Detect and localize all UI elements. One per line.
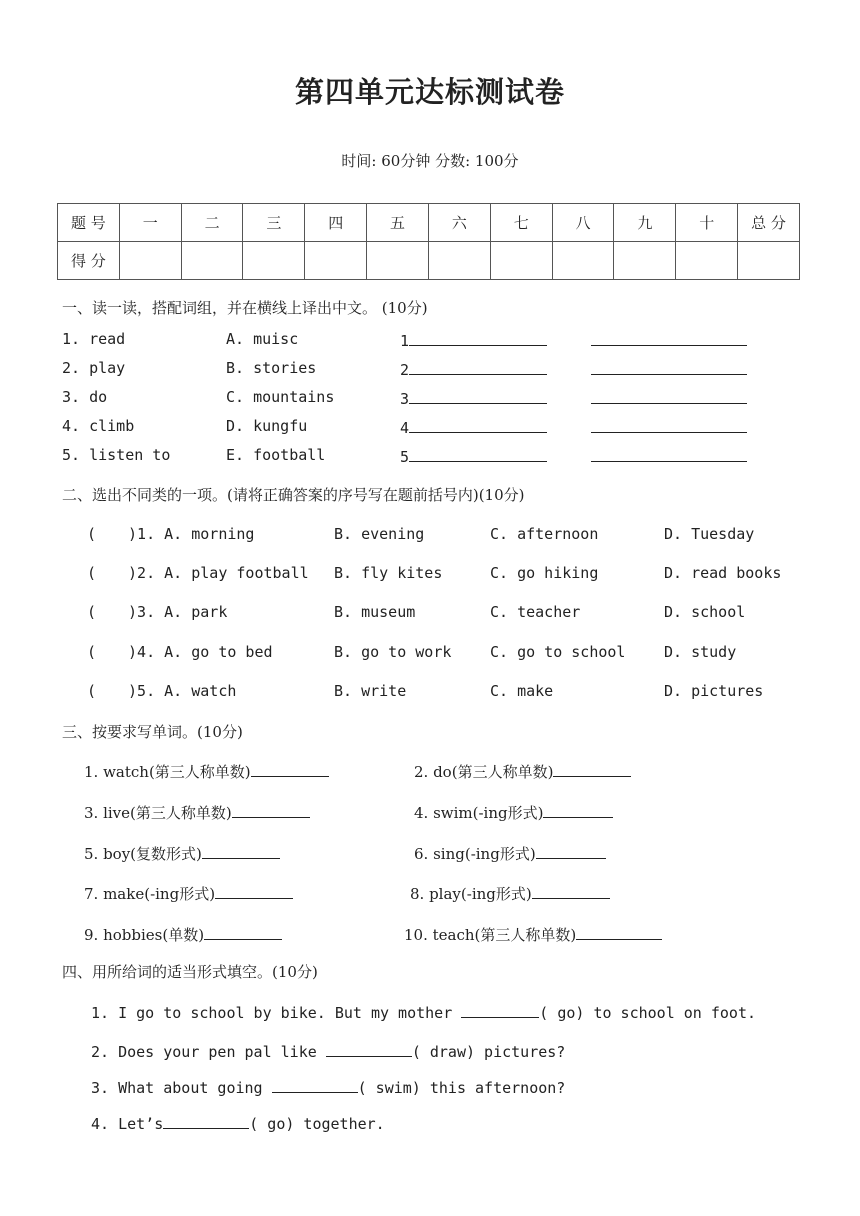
answer-line[interactable] [272, 1077, 358, 1093]
s1-blank-row-3 [400, 388, 547, 408]
s4-item-1 [91, 1002, 756, 1022]
s1-translation-line-3[interactable] [591, 388, 747, 408]
section4-heading: 四、用所给词的适当形式填空。(10分) [62, 963, 318, 981]
answer-paren[interactable]: ( [87, 525, 97, 543]
s1-left-3: 3. do [62, 388, 108, 406]
answer-paren[interactable]: ( [87, 682, 97, 700]
s1-left-4: 4. climb [62, 417, 135, 435]
s2-option-d: D. study [664, 643, 737, 661]
s2-row-1 [87, 525, 254, 543]
s1-right-4: D. kungfu [226, 417, 308, 435]
s4-item-text: 2. Does your pen pal like [91, 1043, 326, 1061]
s2-row-3 [87, 603, 227, 621]
score-cell[interactable] [552, 242, 614, 280]
col-7: 七 [490, 204, 552, 242]
s1-translation-line-1[interactable] [591, 330, 747, 350]
answer-line[interactable] [215, 883, 293, 899]
s1-blank-row-4 [400, 417, 547, 437]
s1-translation-line-4[interactable] [591, 417, 747, 437]
answer-line[interactable] [409, 330, 547, 346]
s3-item-4 [414, 802, 613, 823]
score-cell[interactable] [119, 242, 181, 280]
s2-option-d: D. pictures [664, 682, 764, 700]
s2-option-c: C. make [490, 682, 554, 700]
s2-row-4 [87, 643, 273, 661]
answer-line[interactable] [163, 1113, 249, 1129]
s3-item-1 [84, 761, 329, 782]
s3-item-label: 5. boy(复数形式) [84, 845, 202, 863]
s2-option-a: )3. A. park [128, 603, 228, 621]
s2-option-d: D. Tuesday [664, 525, 755, 543]
s3-item-label: 6. sing(-ing形式) [414, 845, 536, 863]
s1-blank-row-1 [400, 330, 547, 350]
score-table [57, 203, 800, 280]
answer-line[interactable] [409, 388, 547, 404]
s2-option-c: C. teacher [490, 603, 581, 621]
s1-right-2: B. stories [226, 359, 317, 377]
time-score-info: 时间: 60分钟 分数: 100分 [341, 152, 519, 170]
s1-left-1: 1. read [62, 330, 126, 348]
answer-line[interactable] [409, 417, 547, 433]
s3-item-9 [84, 924, 282, 945]
s3-item-label: 3. live(第三人称单数) [84, 804, 232, 822]
s1-right-1: A. muisc [226, 330, 299, 348]
answer-line[interactable] [409, 359, 547, 375]
answer-line[interactable] [409, 446, 547, 462]
col-9: 九 [614, 204, 676, 242]
s1-blank-row-2 [400, 359, 547, 379]
answer-paren[interactable]: ( [87, 603, 97, 621]
answer-line[interactable] [553, 761, 631, 777]
s3-item-2 [414, 761, 631, 782]
s4-item-text: 4. Let’s [91, 1115, 164, 1133]
s2-option-a: )5. A. watch [128, 682, 237, 700]
s3-item-label: 7. make(-ing形式) [84, 885, 216, 903]
score-cell[interactable] [676, 242, 738, 280]
s4-item-4 [91, 1113, 385, 1133]
s3-item-10 [404, 924, 662, 945]
s2-option-a: )2. A. play football [128, 564, 309, 582]
score-cell[interactable] [367, 242, 429, 280]
col-5: 五 [367, 204, 429, 242]
answer-line[interactable] [251, 761, 329, 777]
s3-item-7 [84, 883, 293, 904]
s4-item-hint: ( go) to school on foot. [539, 1004, 757, 1022]
s2-option-a: )1. A. morning [128, 525, 255, 543]
score-cell[interactable] [614, 242, 676, 280]
col-4: 四 [305, 204, 367, 242]
s3-item-label: 10. teach(第三人称单数) [404, 926, 577, 944]
s2-option-a: )4. A. go to bed [128, 643, 273, 661]
score-cell[interactable] [490, 242, 552, 280]
s1-blank-num: 3 [400, 390, 410, 408]
s2-row-5 [87, 682, 236, 700]
s3-item-label: 2. do(第三人称单数) [414, 763, 554, 781]
s3-item-label: 4. swim(-ing形式) [414, 804, 544, 822]
score-cell[interactable] [243, 242, 305, 280]
s4-item-hint: ( go) together. [249, 1115, 385, 1133]
s3-item-3 [84, 802, 310, 823]
s1-blank-num: 4 [400, 419, 410, 437]
section1-heading: 一、读一读，搭配词组，并在横线上译出中文。 (10分) [62, 299, 428, 317]
answer-line[interactable] [536, 843, 606, 859]
answer-line[interactable] [461, 1002, 539, 1018]
s4-item-text: 3. What about going [91, 1079, 272, 1097]
score-table-score-row [58, 242, 800, 280]
answer-paren[interactable]: ( [87, 643, 97, 661]
score-table-header-row [58, 204, 800, 242]
s1-translation-line-2[interactable] [591, 359, 747, 379]
s1-left-2: 2. play [62, 359, 126, 377]
s3-item-label: 9. hobbies(单数) [84, 926, 205, 944]
answer-line[interactable] [204, 924, 282, 940]
answer-line[interactable] [532, 883, 610, 899]
page-title: 第四单元达标测试卷 [294, 75, 565, 109]
answer-line[interactable] [543, 802, 613, 818]
s1-blank-num: 5 [400, 448, 410, 466]
col-8: 八 [552, 204, 614, 242]
s3-item-label: 8. play(-ing形式) [410, 885, 532, 903]
score-cell[interactable] [738, 242, 800, 280]
s2-option-b: B. fly kites [334, 564, 443, 582]
col-10: 十 [676, 204, 738, 242]
s4-item-hint: ( draw) pictures? [411, 1043, 566, 1061]
s3-item-6 [414, 843, 606, 864]
answer-line[interactable] [576, 924, 662, 940]
header-label: 题 号 [58, 204, 120, 242]
answer-line[interactable] [232, 802, 310, 818]
s3-item-8 [410, 883, 610, 904]
s1-blank-num: 1 [400, 332, 410, 350]
col-2: 二 [181, 204, 243, 242]
answer-paren[interactable]: ( [87, 564, 97, 582]
col-1: 一 [119, 204, 181, 242]
s1-right-3: C. mountains [226, 388, 335, 406]
s1-right-5: E. football [226, 446, 326, 464]
s2-option-b: B. evening [334, 525, 425, 543]
s2-row-2 [87, 564, 309, 582]
s1-translation-line-5[interactable] [591, 446, 747, 466]
answer-line[interactable] [326, 1041, 412, 1057]
total-label: 总 分 [738, 204, 800, 242]
col-6: 六 [428, 204, 490, 242]
s2-option-b: B. go to work [334, 643, 452, 661]
s1-blank-num: 2 [400, 361, 410, 379]
score-cell[interactable] [428, 242, 490, 280]
s2-option-c: C. go hiking [490, 564, 599, 582]
section2-heading: 二、选出不同类的一项。(请将正确答案的序号写在题前括号内)(10分) [62, 486, 525, 504]
s2-option-b: B. write [334, 682, 407, 700]
s4-item-text: 1. I go to school by bike. But my mother [91, 1004, 462, 1022]
s3-item-label: 1. watch(第三人称单数) [84, 763, 251, 781]
col-3: 三 [243, 204, 305, 242]
s2-option-c: C. afternoon [490, 525, 599, 543]
s3-item-5 [84, 843, 280, 864]
score-cell[interactable] [305, 242, 367, 280]
answer-line[interactable] [202, 843, 280, 859]
s1-left-5: 5. listen to [62, 446, 171, 464]
s2-option-d: D. read books [664, 564, 782, 582]
score-label: 得 分 [58, 242, 120, 280]
score-cell[interactable] [181, 242, 243, 280]
s2-option-c: C. go to school [490, 643, 626, 661]
s4-item-2 [91, 1041, 565, 1061]
section3-heading: 三、按要求写单词。(10分) [62, 723, 243, 741]
s4-item-hint: ( swim) this afternoon? [357, 1079, 566, 1097]
s4-item-3 [91, 1077, 565, 1097]
s1-blank-row-5 [400, 446, 547, 466]
s2-option-d: D. school [664, 603, 746, 621]
s2-option-b: B. museum [334, 603, 416, 621]
